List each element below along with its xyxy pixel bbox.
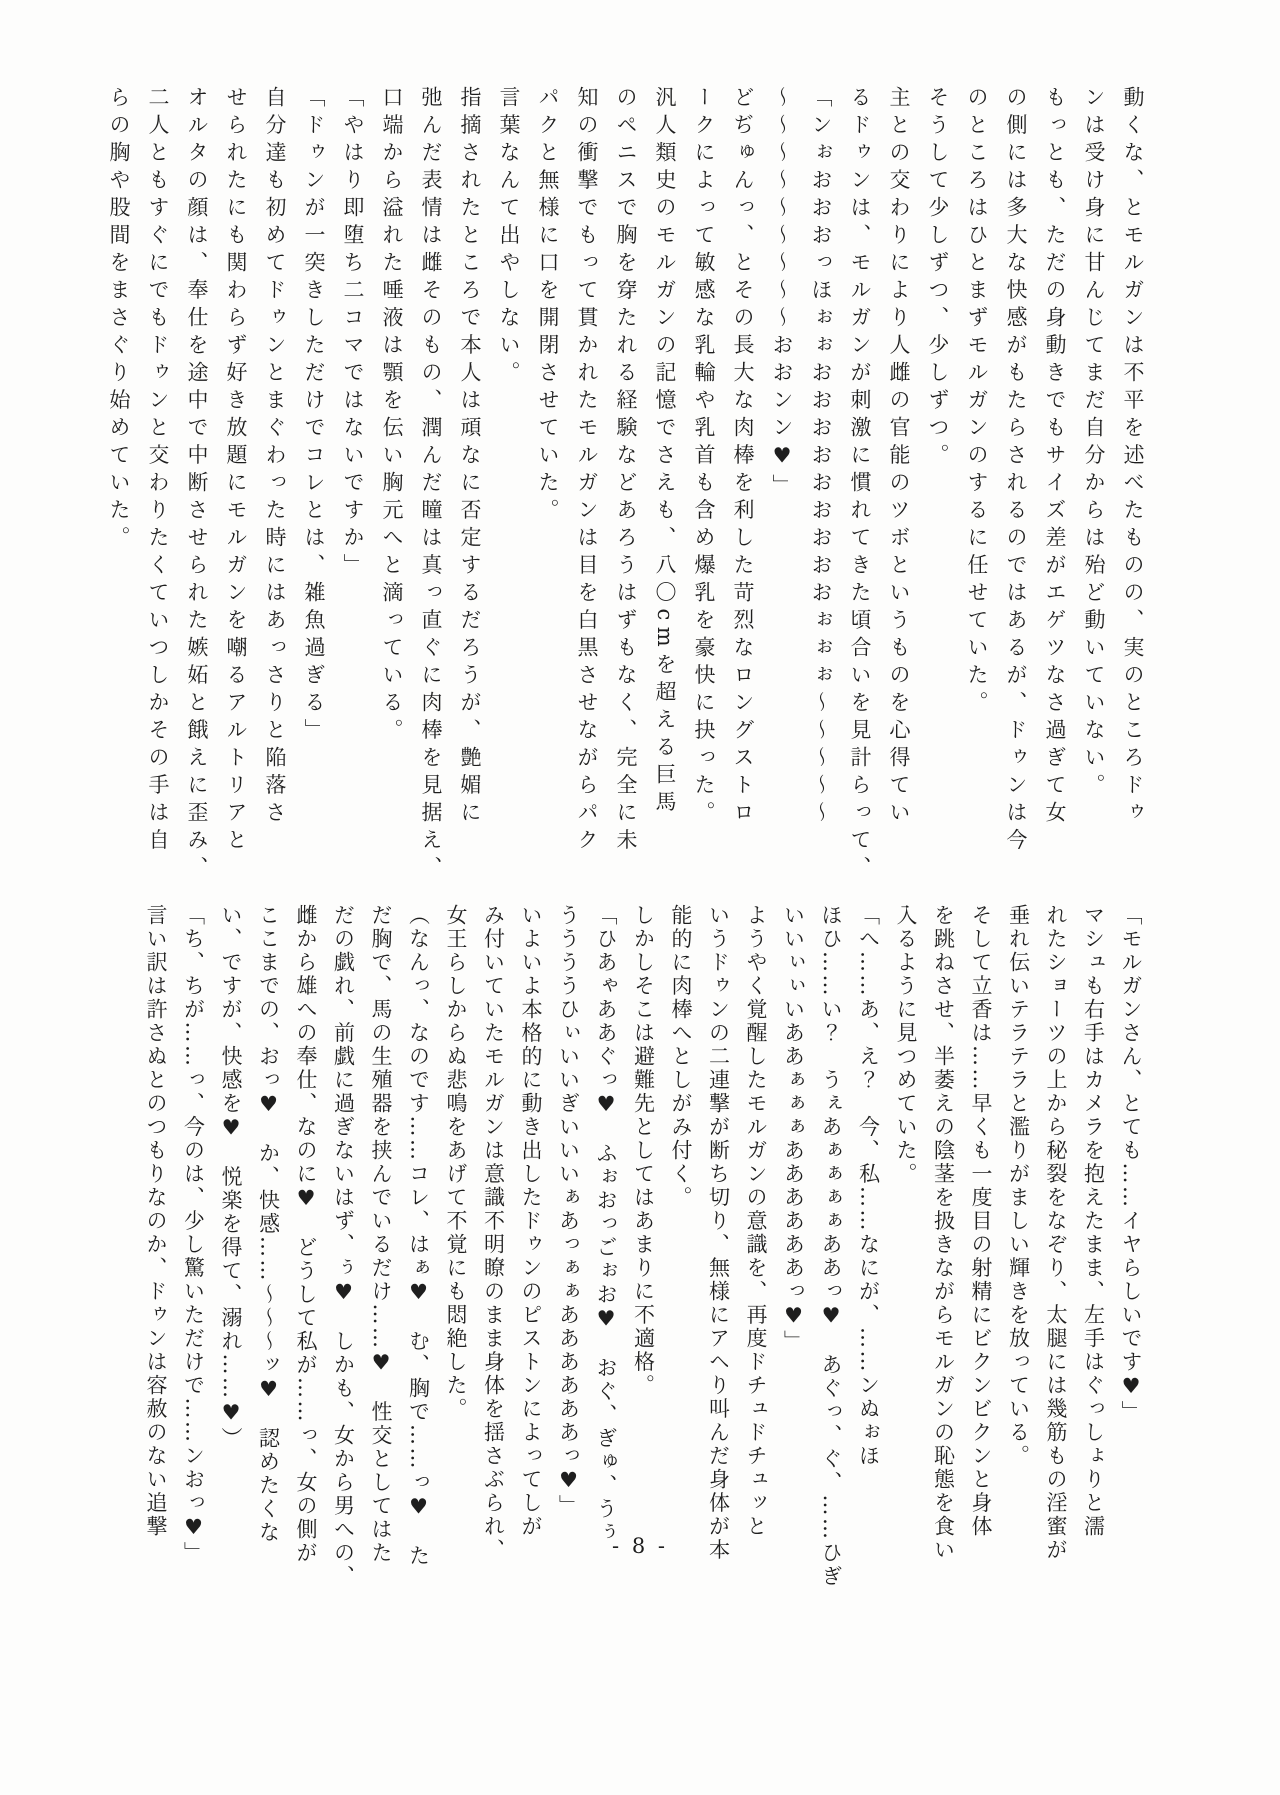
page-number: - 8 - (612, 1534, 668, 1558)
text-column: 知の衝撃でもって貫かれたモルガンは目を白黒させながらパク (575, 86, 599, 856)
text-column: 〜〜〜〜〜〜〜〜〜おおンン♥」 (770, 86, 794, 502)
text-column: 能的に肉棒へとしがみ付く。 (669, 904, 693, 1210)
text-column: 自分達も初めてドゥンとまぐわった時にはあっさりと陥落さ (263, 86, 287, 829)
text-column: マシュも右手はカメラを抱えたまま、左手はぐっしょりと濡 (1081, 904, 1106, 1539)
text-column: だ胸で、馬の生殖器を挟んでいるだけ……♥ 性交としてはた (369, 904, 393, 1565)
text-column: 主との交わりにより人雌の官能のツボというものを心得てい (887, 86, 911, 829)
text-column: み付いていたモルガンは意識不明瞭のまま身体を揺さぶられ、 (481, 904, 506, 1562)
text-column: 「ンぉおおおっほぉぉおおおおおおおおおぉぉぉ〜〜〜〜〜 (809, 86, 833, 829)
text-column: ンは受け身に甘んじてまだ自分からは殆ど動いていない。 (1082, 86, 1106, 801)
text-column: 「モルガンさん、とても……イヤらしいです♥」 (1119, 904, 1143, 1424)
text-column: 「やはり即堕ち二コマではないですか」 (341, 86, 365, 581)
text-column: ようやく覚醒したモルガンの意識を、再度ドチュドチュッと (744, 904, 768, 1539)
text-column: 二人ともすぐにでもドゥンと交わりたくていつしかその手は自 (146, 86, 170, 856)
text-column: ほひ……い？ うぇあぁぁぁぁああっ♥ あぐっ、ぐ、……ひぎ (819, 904, 843, 1589)
text-column: 指摘されたところで本人は頑なに否定するだろうが、艶媚に (458, 86, 482, 829)
bottom-text-block (137, 904, 1150, 1589)
text-column: しかしそこは避難先としてはあまりに不適格。 (631, 904, 656, 1398)
text-column: れたショーツの上から秘裂をなぞり、太腿には幾筋もの淫蜜が (1044, 904, 1068, 1562)
text-column: （なんっ、なのです……コレ、はぁ♥ む、胸で……っ♥ た (406, 904, 431, 1568)
text-column: 「ドゥンが一突きしただけでコレとは、雑魚過ぎる」 (302, 86, 326, 746)
text-column: そうして少しずつ、少しずつ。 (926, 86, 950, 471)
text-column: もっとも、ただの身動きでもサイズ差がエゲツなさ過ぎて女 (1043, 86, 1067, 829)
text-column: 言い訳は許さぬとのつもりなのか、ドゥンは容赦のない追撃 (144, 904, 168, 1539)
text-column: オルタの顔は、奉仕を途中で中断させられた嫉妬と餓えに歪み、 (185, 86, 209, 884)
text-column: だの戯れ、前戯に過ぎないはず、ぅ♥ しかも、女から男への、 (331, 904, 356, 1589)
text-column: いうドゥンの二連撃が断ち切り、無様にアヘり叫んだ身体が本 (706, 904, 731, 1562)
text-column: いいぃぃいああぁぁぁああああああっ♥」 (781, 904, 806, 1354)
text-column: るドゥンは、モルガンが刺激に慣れてきた頃合いを見計らって、 (848, 86, 872, 884)
text-column: らの胸や股間をまさぐり始めていた。 (107, 86, 131, 554)
text-column: い、ですが、快感を♥ 悦楽を得て、溺れ……♥） (219, 904, 243, 1451)
text-column: いよいよ本格的に動き出したドゥンのピストンによってしが (519, 904, 543, 1539)
text-column: パクと無様に口を開閉させていた。 (536, 86, 560, 526)
text-column: 「へ……あ、え？ 今、私……なにが、……ンぬぉほ (856, 904, 881, 1468)
text-column: 「ち、ちが……っ、今のは、少し驚いただけで……ンおっ♥」 (181, 904, 206, 1565)
text-column: 弛んだ表情は雌そのもの、潤んだ瞳は真っ直ぐに肉棒を見据え、 (419, 86, 443, 884)
text-column: どぢゅんっ、とその長大な肉棒を利した苛烈なロングストロ (731, 86, 755, 829)
text-column: の側には多大な快感がもたらされるのではあるが、ドゥンは今 (1004, 86, 1028, 856)
text-column: 汎人類史のモルガンの記憶でさえも、八〇cmを超える巨馬 (653, 86, 677, 819)
text-column: のところはひとまずモルガンのするに任せていた。 (965, 86, 989, 719)
text-column: 雌から雄への奉仕、なのに♥ どうして私が……っ、女の側が (294, 904, 318, 1565)
text-column: ううううひぃいいぎいいいぁあっぁぁああああああっ♥」 (556, 904, 581, 1518)
text-column: のペニスで胸を穿たれる経験などあろうはずもなく、完全に未 (614, 86, 638, 856)
text-column: 動くな、とモルガンは不平を述べたものの、実のところドゥ (1121, 86, 1145, 829)
text-column: 垂れ伝いテラテラと濫りがましい輝きを放っている。 (1006, 904, 1031, 1468)
top-text-block (99, 86, 1152, 884)
text-column: を跳ねさせ、半萎えの陰茎を扱きながらモルガンの恥態を食い (931, 904, 956, 1562)
text-column: 女王らしからぬ悲鳴をあげて不覚にも悶絶した。 (444, 904, 468, 1421)
text-column: 口端から溢れた唾液は顎を伝い胸元へと滴っている。 (380, 86, 404, 746)
text-column: ークによって敏感な乳輪や乳首も含め爆乳を豪快に抉った。 (692, 86, 716, 829)
text-column: ここまでの、おっ♥ か、快感……〜〜〜ッ♥ 認めたくな (256, 904, 281, 1545)
text-column: 入るように見つめていた。 (894, 904, 918, 1186)
text-column: 言葉なんて出やしない。 (497, 86, 521, 389)
text-column: せられたにも関わらず好き放題にモルガンを嘲るアルトリアと (224, 86, 248, 856)
text-column: 「ひあゃああぐっ♥ ふぉおっごぉお♥ おぐ、ぎゅ、うぅ (594, 904, 618, 1545)
text-column: そして立香は……早くも一度目の射精にビクンビクンと身体 (969, 904, 993, 1539)
